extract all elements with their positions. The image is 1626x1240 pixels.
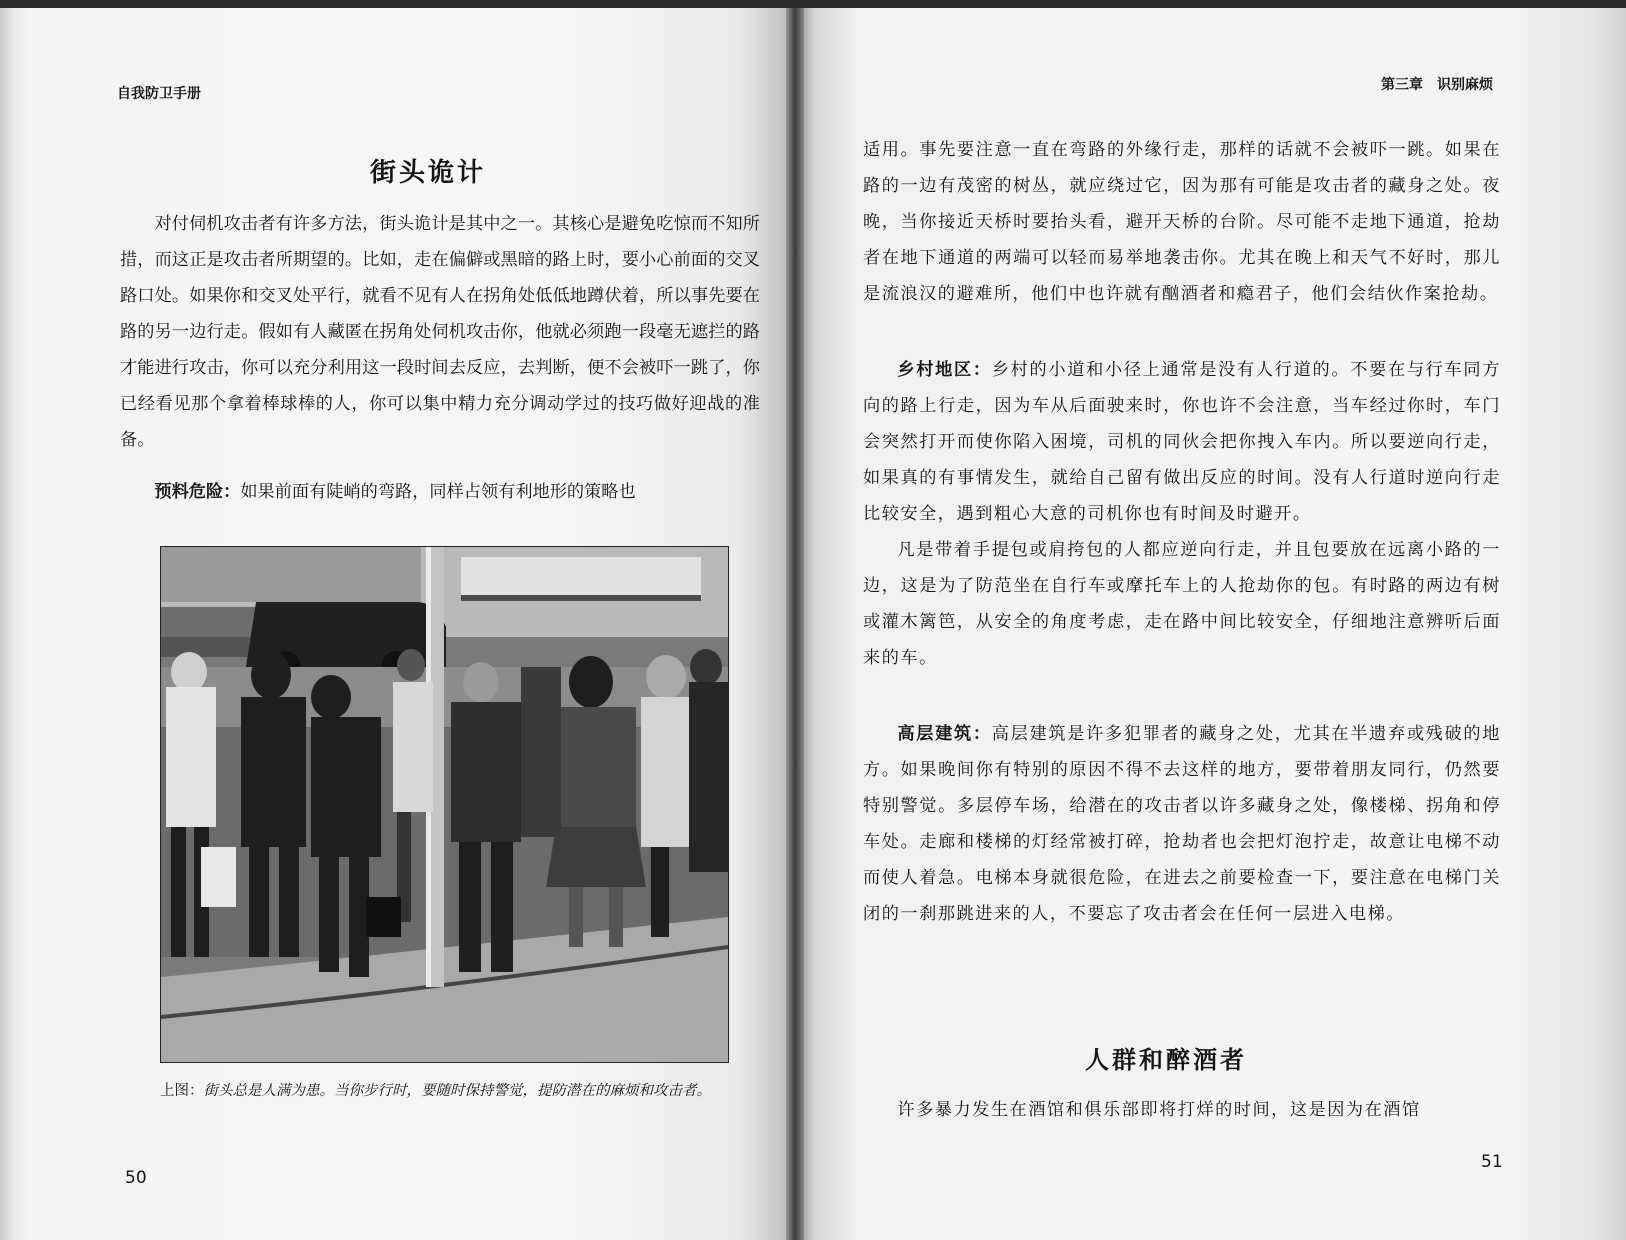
section-title-crowds-drunks: 人群和醉酒者: [1085, 1046, 1247, 1074]
book-spine: [786, 0, 804, 1240]
paragraph: [863, 352, 1501, 532]
paragraph: 凡是带着手提包或肩挎包的人都应逆向行走，并且包要放在远离小路的一边，这是为了防范坐在自行车或摩托车上的人抢劫你的包。有时路的两边有树或灌木篱笆，从安全的角度考虑，走在路中间比较安全，仔细地注意辨听后面来的车。: [863, 540, 1501, 668]
page-number-left: 50: [125, 1168, 147, 1188]
paragraph: 对付伺机攻击者有许多方法，街头诡计是其中之一。其核心是避免吃惊而不知所措，而这正是攻击者所期望的。比如，走在偏僻或黑暗的路上时，要小心前面的交叉路口处。如果你和交叉处平行，就看不见有人在拐角处低低地蹲伏着，所以事先要在路的另一边行走。假如有人藏匿在拐角处伺机攻击你，他就必须跑一段毫无遮拦的路才能进行攻击，你可以充分利用这一段时间去反应，去判断，便不会被吓一跳了，你已经看见那个拿着棒球棒的人，你可以集中精力充分调动学过的技巧做好迎战的准备。: [120, 214, 760, 450]
page-number-right: 51: [1481, 1152, 1503, 1172]
left-body-text: [120, 206, 760, 510]
caption-label: 上图：: [160, 1083, 204, 1099]
photo-caption: [160, 1076, 735, 1106]
street-crowd-illustration: [161, 547, 728, 1062]
paragraph: [120, 474, 760, 510]
paragraph-lead: 高层建筑：: [897, 724, 992, 744]
paragraph-text: 高层建筑是许多犯罪者的藏身之处，尤其在半遗弃或残破的地方。如果晚间你有特别的原因不得不去这样的地方，要带着朋友同行，仍然要特别警觉。多层停车场，给潜在的攻击者以许多藏身之处，像楼梯、拐角和停车处。走廊和楼梯的灯经常被打碎，抢劫者也会把灯泡拧走，故意让电梯不动而使人着急。电梯本身就很危险，在进去之前要检查一下，要注意在电梯门关闭的一刹那跳进来的人，不要忘了攻击者会在任何一层进入电梯。: [863, 724, 1501, 924]
paragraph: 适用。事先要注意一直在弯路的外缘行走，那样的话就不会被吓一跳。如果在路的一边有茂密的树丛，就应绕过它，因为那有可能是攻击者的藏身之处。夜晚，当你接近天桥时要抬头看，避开天桥的台阶。尽可能不走地下通道，抢劫者在地下通道的两端可以轻而易举地袭击你。尤其在晚上和天气不好时，那儿是流浪汉的避难所，他们中也许就有酗酒者和瘾君子，他们会结伙作案抢劫。: [863, 140, 1501, 304]
street-crowd-photo: [160, 546, 729, 1063]
right-body-text-bottom: [863, 1092, 1501, 1128]
paragraph-text: 如果前面有陡峭的弯路，同样占领有利地形的策略也: [240, 482, 636, 502]
paragraph-lead: 乡村地区：: [897, 360, 992, 380]
book-top-edge: [0, 0, 1626, 8]
left-page: [0, 0, 795, 1240]
paragraph: 许多暴力发生在酒馆和俱乐部即将打烊的时间，这是因为在酒馆: [897, 1100, 1421, 1120]
right-page: [795, 0, 1626, 1240]
section-title-street-tricks: 街头诡计: [370, 158, 487, 188]
paragraph-lead: 预料危险：: [154, 482, 241, 502]
paragraph: [863, 716, 1501, 932]
running-head-right: 第三章 识别麻烦: [1381, 77, 1493, 93]
paragraph-text: 乡村的小道和小径上通常是没有人行道的。不要在与行车同方向的路上行走，因为车从后面驶来时，你也许不会注意，当车经过你时，车门会突然打开而使你陷入困境，司机的同伙会把你拽入车内。所以要逆向行走，如果真的有事情发生，就给自己留有做出反应的时间。没有人行道时逆向行走比较安全，遇到粗心大意的司机你也有时间及时避开。: [863, 360, 1501, 524]
running-head-left: 自我防卫手册: [117, 86, 201, 102]
right-body-text: [863, 132, 1501, 932]
caption-text: 街头总是人满为患。当你步行时，要随时保持警觉，提防潜在的麻烦和攻击者。: [203, 1083, 711, 1099]
